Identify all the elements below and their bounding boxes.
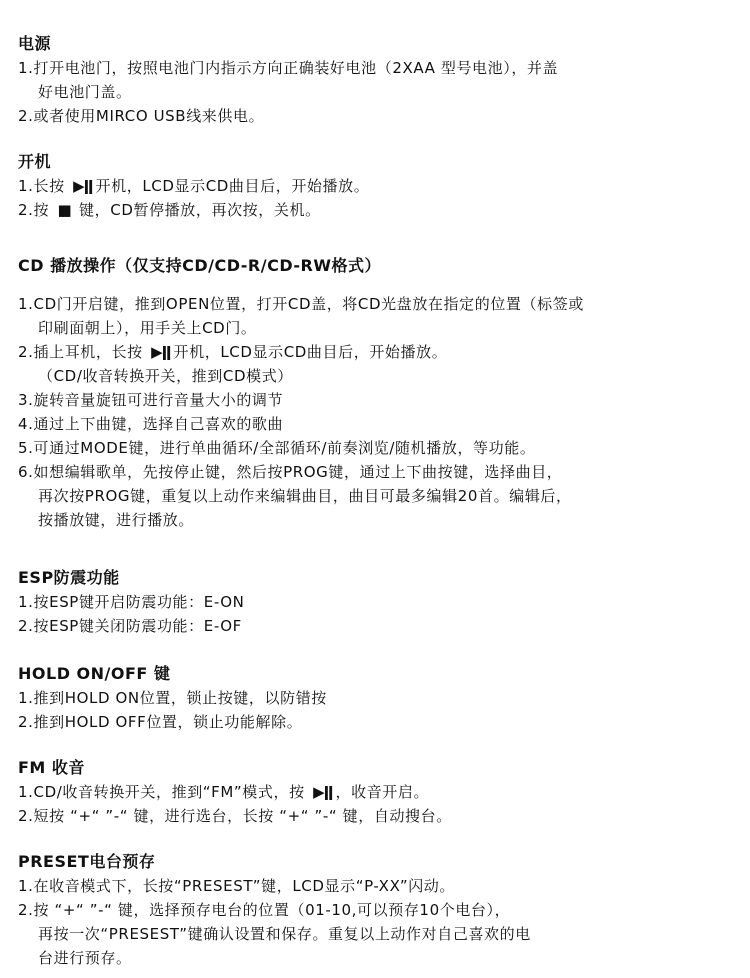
list-item: 1.按ESP键开启防震功能：E-ON	[18, 593, 245, 611]
play-pause-icon: ▶ǁ	[151, 343, 171, 361]
list-item: 2.按 “+“ ”-“ 键，选择预存电台的位置（01-10,可以预存10个电台），	[18, 901, 511, 919]
item-text: 开机，LCD显示CD曲目后，开始播放。	[173, 343, 448, 361]
list-item: 1.打开电池门，按照电池门内指示方向正确装好电池（2XAA 型号电池），并盖	[18, 59, 559, 77]
item-text: ，收音开启。	[335, 783, 430, 801]
list-item-continuation: 再次按PROG键，重复以上动作来编辑曲目，曲目可最多编辑20首。编辑后，	[38, 487, 572, 505]
stop-icon: ■	[57, 201, 71, 219]
list-item	[18, 198, 738, 222]
list-item: 3.旋转音量旋钮可进行音量大小的调节	[18, 391, 284, 409]
list-item: 6.如想编辑歌单，先按停止键，然后按PROG键，通过上下曲按键，选择曲目，	[18, 463, 563, 481]
list-item-continuation: 按播放键，进行播放。	[38, 511, 195, 529]
section-heading: 开机	[18, 152, 52, 171]
item-text: 开机，LCD显示CD曲目后，开始播放。	[95, 177, 370, 195]
item-text: 2.按	[18, 201, 55, 219]
list-item-continuation: 好电池门盖。	[38, 83, 132, 101]
section-power	[18, 32, 738, 128]
item-text: 1.长按	[18, 177, 71, 195]
play-pause-icon: ▶ǁ	[73, 177, 93, 195]
list-item: 2.或者使用MIRCO USB线来供电。	[18, 107, 265, 125]
list-item-continuation: 台进行预存。	[38, 949, 132, 967]
list-item: 1.CD门开启键，推到OPEN位置，打开CD盖，将CD光盘放在指定的位置（标签或	[18, 295, 584, 313]
list-item	[18, 780, 738, 804]
item-text: 键，CD暂停播放，再次按，关机。	[73, 201, 321, 219]
section-heading: 电源	[18, 34, 52, 53]
section-esp	[18, 566, 738, 638]
section-heading: FM 收音	[18, 758, 85, 777]
list-item	[18, 340, 738, 364]
section-cd-play	[18, 254, 738, 532]
list-item: 2.推到HOLD OFF位置，锁止功能解除。	[18, 713, 303, 731]
section-preset	[18, 850, 738, 970]
list-item: 2.短按 “+“ ”-“ 键，进行选台，长按 “+“ ”-“ 键，自动搜台。	[18, 807, 452, 825]
play-pause-icon: ▶ǁ	[313, 783, 333, 801]
item-text: 1.CD/收音转换开关，推到“FM”模式，按	[18, 783, 311, 801]
section-fm	[18, 756, 738, 828]
section-power-on	[18, 150, 738, 222]
list-item-continuation: 印刷面朝上），用手关上CD门。	[38, 319, 257, 337]
list-item: 2.按ESP键关闭防震功能：E-OF	[18, 617, 242, 635]
list-item-continuation: 再按一次“PRESEST”键确认设置和保存。重复以上动作对自己喜欢的电	[38, 925, 531, 943]
list-item: 1.推到HOLD ON位置，锁止按键，以防错按	[18, 689, 327, 707]
section-heading: HOLD ON/OFF 键	[18, 664, 171, 683]
section-hold	[18, 662, 738, 734]
section-heading: ESP防震功能	[18, 568, 120, 587]
section-heading: PRESET电台预存	[18, 852, 156, 871]
list-item: 4.通过上下曲键，选择自己喜欢的歌曲	[18, 415, 284, 433]
list-item-note: （CD/收音转换开关，推到CD模式）	[38, 367, 293, 385]
item-text: 2.插上耳机，长按	[18, 343, 149, 361]
list-item: 5.可通过MODE键，进行单曲循环/全部循环/前奏浏览/随机播放，等功能。	[18, 439, 536, 457]
list-item: 1.在收音模式下，长按“PRESEST”键，LCD显示“P-XX”闪动。	[18, 877, 456, 895]
section-heading: CD 播放操作（仅支持CD/CD-R/CD-RW格式）	[18, 256, 382, 275]
list-item	[18, 174, 738, 198]
